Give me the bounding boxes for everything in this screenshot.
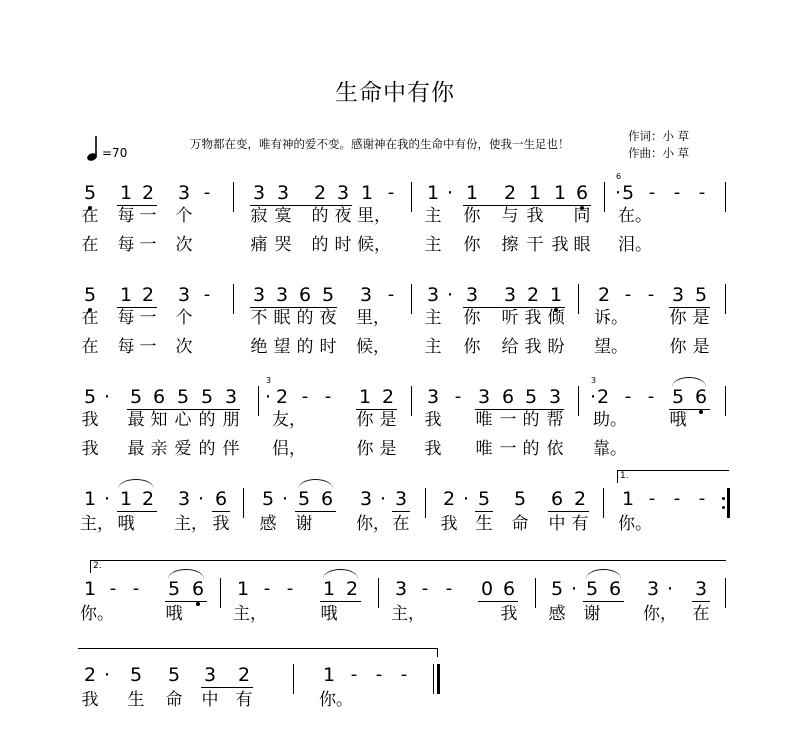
note-number: 3 [252, 182, 266, 204]
lyric-syllable: 眠 [273, 308, 291, 328]
note-number: 5 [167, 664, 181, 686]
lyric-syllable: 主 [424, 235, 442, 255]
lyric-syllable: 唯 [475, 439, 493, 459]
lyric-syllable: 你 [356, 410, 374, 430]
augmentation-dot: · [614, 182, 622, 204]
lyric-syllable: 个 [175, 308, 193, 328]
note-number: 5 [671, 386, 685, 408]
lyric-syllable: 一 [499, 439, 517, 459]
note-number: 6 [152, 386, 166, 408]
note-number: 1 [119, 182, 133, 204]
lyric-syllable: 在。 [618, 206, 652, 226]
lyric-line [0, 602, 790, 626]
lyric-syllable: 你 [463, 308, 481, 328]
note-number: 1 [360, 182, 374, 204]
lyric-syllable: 中 [548, 514, 566, 534]
note-number: 1 [119, 284, 133, 306]
lyric-syllable: 我 [524, 337, 542, 357]
lyric-syllable: 有 [235, 690, 253, 710]
note-number: 3 [359, 488, 373, 510]
note-number: 5 [621, 182, 635, 204]
note-number: 3 [503, 284, 517, 306]
augmentation-dot: · [462, 488, 470, 510]
lyric-syllable: 友， [272, 410, 306, 430]
lyric-syllable: 哦 [117, 514, 135, 534]
note-number: 6 [298, 284, 312, 306]
grace-mark: 3 [591, 376, 597, 385]
lyric-syllable: 是 [692, 337, 710, 357]
lyric-syllable: 候， [357, 235, 391, 255]
dash-extension: - [624, 386, 632, 407]
note-number: 3 [203, 664, 217, 686]
lyric-syllable: 一 [139, 235, 157, 255]
lyric-syllable: 一 [139, 308, 157, 328]
lyric-syllable: 时 [334, 235, 352, 255]
note-number: 5 [83, 386, 97, 408]
note-number: 2 [345, 578, 359, 600]
lyric-syllable: 主， [233, 604, 267, 624]
note-number: 3 [671, 284, 685, 306]
augmentation-dot: · [281, 488, 289, 510]
dash-extension: - [647, 284, 655, 305]
dash-extension: - [387, 284, 395, 305]
augmentation-dot: · [379, 488, 387, 510]
lyric-syllable: 在 [81, 308, 99, 328]
note-number: 3 [465, 284, 479, 306]
note-number: 3 [646, 578, 660, 600]
note-number: 1 [322, 664, 336, 686]
lyric-syllable: 你 [669, 337, 687, 357]
note-number: 3 [177, 488, 191, 510]
lyric-syllable: 命 [165, 690, 183, 710]
note-number: 5 [129, 664, 143, 686]
note-number: 6 [550, 488, 564, 510]
dash-extension: - [132, 578, 140, 599]
repeat-dot [722, 497, 725, 500]
lyric-syllable: 的 [198, 439, 216, 459]
dash-extension: - [375, 664, 383, 685]
note-number: 5 [513, 488, 527, 510]
note-number: 3 [426, 386, 440, 408]
note-number: 2 [526, 284, 540, 306]
lyric-syllable: 泪。 [618, 235, 652, 255]
note-number: 1 [83, 578, 97, 600]
note-number: 3 [275, 284, 289, 306]
lyric-line [0, 233, 790, 257]
dash-extension: - [421, 578, 429, 599]
lyric-syllable: 擦 [501, 235, 519, 255]
note-number: 5 [80, 182, 100, 212]
note-number: 1 [465, 182, 479, 204]
lyric-syllable: 一 [499, 410, 517, 430]
note-number: 5 [80, 284, 100, 314]
lyric-syllable: 朋 [222, 410, 240, 430]
note-number: 5 [585, 578, 599, 600]
lyric-syllable: 每 [117, 337, 135, 357]
note-number: 3 [336, 182, 350, 204]
dash-extension: - [647, 386, 655, 407]
lyric-syllable: 哦 [165, 604, 183, 624]
repeat-dot [722, 506, 725, 509]
lyric-syllable: 望 [273, 337, 291, 357]
lyric-syllable: 中 [201, 690, 219, 710]
dash-extension: - [648, 182, 656, 203]
lyricist-credit: 作词：小 草 [628, 129, 690, 143]
lyric-syllable: 在 [692, 604, 710, 624]
note-number: 5 [176, 386, 190, 408]
dash-extension: - [350, 664, 358, 685]
lyric-syllable: 亲 [150, 439, 168, 459]
augmentation-dot: · [103, 386, 111, 408]
slur-arc [672, 377, 706, 387]
slur-arc [298, 479, 333, 489]
composer-credit: 作曲：小 草 [628, 146, 690, 160]
lyric-syllable: 倾 [547, 308, 565, 328]
augmentation-dot: · [103, 664, 111, 686]
note-number: 5 [321, 284, 335, 306]
volta-label: 1. [620, 471, 629, 481]
lyric-syllable: 在 [392, 514, 410, 534]
lyric-syllable: 里， [356, 308, 390, 328]
lyric-syllable: 主， [174, 514, 208, 534]
lyric-line [0, 204, 790, 228]
lyric-syllable: 我 [500, 604, 518, 624]
lyric-syllable: 我 [212, 514, 230, 534]
lyric-syllable: 的 [522, 439, 540, 459]
note-number: 6 [320, 488, 334, 510]
lyric-syllable: 爱 [174, 439, 192, 459]
lyric-syllable: 我 [551, 235, 569, 255]
lyric-line [0, 688, 790, 712]
dash-extension: - [263, 578, 271, 599]
note-number: 5 [200, 386, 214, 408]
lyric-syllable: 主， [391, 604, 425, 624]
lyric-syllable: 眼 [573, 235, 591, 255]
lyric-syllable: 哭 [274, 235, 292, 255]
dash-extension: - [387, 182, 395, 203]
note-number: 3 [177, 182, 191, 204]
note-number: 5 [524, 386, 538, 408]
note-number: 3 [177, 284, 191, 306]
lyric-syllable: 感 [259, 514, 277, 534]
note-number: 5 [297, 488, 311, 510]
dash-extension: - [445, 578, 453, 599]
note-number: 2 [275, 386, 289, 408]
dash-extension: - [324, 386, 332, 407]
tempo-mark: =70 [102, 146, 128, 160]
lyric-syllable: 是 [692, 308, 710, 328]
lyric-syllable: 我 [81, 410, 99, 430]
volta-bracket [617, 470, 729, 483]
lyric-syllable: 靠。 [593, 439, 627, 459]
augmentation-dot: · [446, 284, 454, 306]
note-number: 3 [548, 386, 562, 408]
note-number: 3 [359, 284, 373, 306]
lyric-line [0, 408, 790, 432]
lyric-syllable: 时 [319, 337, 337, 357]
song-title: 生命中有你 [335, 80, 455, 106]
lyric-syllable: 最 [127, 410, 145, 430]
dash-extension: - [203, 182, 211, 203]
lyric-syllable: 主 [424, 337, 442, 357]
dash-extension: - [698, 488, 706, 509]
note-number: 2 [573, 488, 587, 510]
note-number: 3 [276, 182, 290, 204]
lyric-syllable: 侣， [272, 439, 306, 459]
grace-mark: 3 [266, 376, 272, 385]
note-number: 5 [261, 488, 275, 510]
note-number: 6 [214, 488, 228, 510]
augmentation-dot: · [666, 578, 674, 600]
lyric-syllable: 哦 [320, 604, 338, 624]
note-number: 2 [381, 386, 395, 408]
note-number: 3 [394, 578, 408, 600]
lyric-syllable: 最 [127, 439, 145, 459]
lyric-syllable: 我 [424, 410, 442, 430]
note-number: 6 [691, 386, 711, 416]
lyric-syllable: 在 [81, 337, 99, 357]
lyric-syllable: 夜 [319, 308, 337, 328]
dash-extension: - [109, 578, 117, 599]
lyric-syllable: 依 [546, 439, 564, 459]
lyric-syllable: 你 [669, 308, 687, 328]
lyric-syllable: 的 [311, 206, 329, 226]
volta-bracket [78, 648, 438, 657]
note-number: 2 [313, 182, 327, 204]
note-number: 2 [503, 182, 517, 204]
lyric-syllable: 寞 [274, 206, 292, 226]
note-number: 1 [546, 284, 566, 314]
lyric-syllable: 哦 [669, 410, 687, 430]
lyric-syllable: 的 [296, 308, 314, 328]
lyric-syllable: 盼 [547, 337, 565, 357]
lyric-syllable: 我 [524, 308, 542, 328]
note-number: 1 [322, 578, 336, 600]
lyric-syllable: 是 [379, 439, 397, 459]
lyric-syllable: 感 [548, 604, 566, 624]
note-number: 3 [426, 284, 440, 306]
lyric-syllable: 次 [175, 337, 193, 357]
lyric-syllable: 每 [117, 308, 135, 328]
note-number: 2 [596, 386, 610, 408]
lyric-syllable: 你， [643, 604, 677, 624]
lyric-syllable: 生 [475, 514, 493, 534]
lyric-line [0, 512, 790, 536]
lyric-syllable: 唯 [475, 410, 493, 430]
augmentation-dot: · [103, 488, 111, 510]
lyric-syllable: 的 [198, 410, 216, 430]
lyric-line [0, 437, 790, 461]
lyric-syllable: 主 [424, 308, 442, 328]
lyric-syllable: 每 [117, 235, 135, 255]
lyric-syllable: 你 [463, 206, 481, 226]
dash-extension: - [286, 578, 294, 599]
lyric-syllable: 你。 [319, 690, 353, 710]
note-number: 1 [358, 386, 372, 408]
note-number: 2 [141, 488, 155, 510]
note-number: 3 [252, 284, 266, 306]
lyric-syllable: 伴 [222, 439, 240, 459]
lyric-syllable: 有 [571, 514, 589, 534]
lyric-syllable: 一 [139, 206, 157, 226]
grace-mark: 6 [616, 172, 622, 181]
note-number: 2 [141, 284, 155, 306]
augmentation-dot: · [570, 578, 578, 600]
note-number: 5 [550, 578, 564, 600]
lyric-syllable: 听 [501, 308, 519, 328]
dash-extension: - [673, 182, 681, 203]
lyric-syllable: 是 [379, 410, 397, 430]
lyric-syllable: 命 [511, 514, 529, 534]
lyric-syllable: 绝 [250, 337, 268, 357]
lyric-syllable: 你 [356, 439, 374, 459]
note-number: 3 [394, 488, 408, 510]
dash-extension: - [648, 488, 656, 509]
note-number: 6 [188, 578, 208, 608]
lyric-syllable: 知 [150, 410, 168, 430]
lyric-syllable: 你 [463, 235, 481, 255]
note-number: 5 [477, 488, 491, 510]
lyric-syllable: 一 [139, 337, 157, 357]
note-number: 5 [167, 578, 181, 600]
lyric-syllable: 你。 [618, 514, 652, 534]
lyric-syllable: 在 [81, 235, 99, 255]
augmentation-dot: · [197, 488, 205, 510]
note-number: 2 [83, 664, 97, 686]
lyric-syllable: 生 [127, 690, 145, 710]
dash-extension: - [624, 284, 632, 305]
note-number: 3 [694, 578, 708, 600]
note-number: 6 [501, 386, 515, 408]
lyric-syllable: 的 [296, 337, 314, 357]
dash-extension: - [454, 386, 462, 407]
lyric-syllable: 你 [463, 337, 481, 357]
lyric-syllable: 的 [311, 235, 329, 255]
note-number: 3 [224, 386, 238, 408]
lyric-syllable: 每 [117, 206, 135, 226]
lyric-syllable: 主， [80, 514, 114, 534]
note-number: 0 [480, 578, 494, 600]
dash-extension: - [203, 284, 211, 305]
note-number: 6 [608, 578, 622, 600]
note-number: 1 [553, 182, 567, 204]
lyric-syllable: 给 [501, 337, 519, 357]
note-number: 1 [236, 578, 250, 600]
lyric-syllable: 候， [356, 337, 390, 357]
lyric-syllable: 帮 [546, 410, 564, 430]
lyric-syllable: 不 [250, 308, 268, 328]
lyric-syllable: 个 [175, 206, 193, 226]
note-number: 2 [237, 664, 251, 686]
augmentation-dot: · [264, 386, 272, 408]
note-number: 3 [477, 386, 491, 408]
dash-extension: - [698, 182, 706, 203]
lyric-syllable: 痛 [250, 235, 268, 255]
lyric-syllable: 的 [522, 410, 540, 430]
note-number: 5 [694, 284, 708, 306]
lyric-syllable: 次 [175, 235, 193, 255]
quarter-note-icon [86, 134, 102, 162]
lyric-syllable: 寂 [250, 206, 268, 226]
dash-extension: - [301, 386, 309, 407]
lyric-syllable: 里， [357, 206, 391, 226]
lyric-syllable: 你， [356, 514, 390, 534]
lyric-syllable: 干 [526, 235, 544, 255]
lyric-syllable: 同 [573, 206, 591, 226]
lyric-syllable: 助。 [593, 410, 627, 430]
note-number: 1 [119, 488, 133, 510]
note-number: 1 [426, 182, 440, 204]
slur-arc [118, 479, 154, 489]
note-number: 6 [502, 578, 516, 600]
augmentation-dot: · [589, 386, 597, 408]
lyric-syllable: 我 [440, 514, 458, 534]
note-number: 2 [597, 284, 611, 306]
lyric-syllable: 我 [81, 439, 99, 459]
lyric-syllable: 夜 [334, 206, 352, 226]
lyric-syllable: 心 [174, 410, 192, 430]
lyric-syllable: 我 [424, 439, 442, 459]
note-number: 1 [621, 488, 635, 510]
augmentation-dot: · [446, 182, 454, 204]
dash-extension: - [400, 664, 408, 685]
lyric-syllable: 与 [501, 206, 519, 226]
lyric-syllable: 望。 [594, 337, 628, 357]
lyric-syllable: 我 [81, 690, 99, 710]
lyric-syllable: 在 [81, 206, 99, 226]
lyric-syllable: 诉。 [594, 308, 628, 328]
lyric-syllable: 我 [526, 206, 544, 226]
note-number: 2 [442, 488, 456, 510]
lyric-line [0, 335, 790, 359]
note-number: 1 [83, 488, 97, 510]
volta-bracket [90, 560, 726, 573]
note-number: 2 [141, 182, 155, 204]
lyric-syllable: 谢 [583, 604, 601, 624]
volta-label: 2. [93, 561, 102, 571]
dash-extension: - [673, 488, 681, 509]
lyric-syllable: 主 [424, 206, 442, 226]
lyric-syllable: 你。 [80, 604, 114, 624]
note-number: 1 [528, 182, 542, 204]
note-number: 6 [572, 182, 592, 212]
song-description: 万物都在变，唯有神的爱不变。感谢神在我的生命中有份，使我一生足也！ [190, 137, 570, 151]
lyric-line [0, 306, 790, 330]
lyric-syllable: 谢 [295, 514, 313, 534]
note-number: 5 [129, 386, 143, 408]
